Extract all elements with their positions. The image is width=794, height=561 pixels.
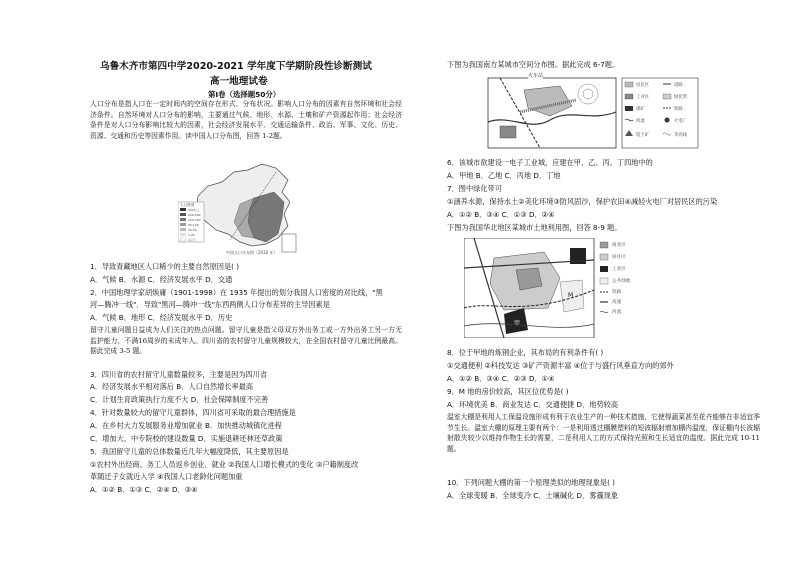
question-5-statements: ①农村外出经商、务工人员返乡创业、就业 ②我国人口增长模式的变化 ③户籍制度改: [90, 460, 359, 469]
question-7-options: A．①② B．③④ C．①③ D．②④: [447, 210, 555, 219]
question-5-options: A．①② B．①③ C．②④ D．③④: [90, 485, 198, 494]
question-5-statements-cont: 革随迁子女就近入学 ④我国人口老龄化问题加重: [90, 472, 243, 481]
legend-label: 高速: [612, 300, 622, 305]
legend-title: 人口密度: [180, 203, 195, 207]
intro-6-7: 下图为我国南方某城市空间分布图。据此完成 6-7题。: [447, 60, 620, 69]
legend-label: 铁路: [674, 107, 683, 112]
question-2-options: A．气候 B．地形 C．经济发展水平 D．历史: [90, 313, 233, 322]
legend-label: 工业区: [612, 267, 626, 272]
legend-label: 河流: [612, 310, 622, 315]
question-1-options: A．气候 B．水源 C．经济发展水平 D．交通: [90, 275, 233, 284]
legend-label: 道路: [674, 83, 683, 88]
legend-item: 200-500: [188, 213, 201, 217]
legend-label: 河流: [636, 119, 645, 124]
question-1: 1．导致青藏地区人口稀少的主要自然原因是( ): [90, 262, 240, 271]
question-3-options-ab: A．经济发展水平相对落后 B．人口自然增长率最高: [90, 382, 254, 391]
question-3: 3．四川省的农村留守儿童数量较多，主要是因为四川省: [90, 370, 268, 379]
legend-label: 居民区: [636, 83, 650, 88]
china-population-map: [178, 158, 306, 256]
legend-label: 铁路: [612, 290, 622, 295]
legend-item: 50-100: [188, 223, 199, 227]
question-2: 2．中国地理学家胡焕庸（1901-1998）在 1935 年提出的划分我国人口密度的对比线，"黑: [90, 288, 383, 297]
question-5: 5．我国留守儿童的总体数量近几年大幅度降低，其主要原因是: [90, 447, 289, 456]
legend-item: 500以上: [188, 208, 200, 212]
question-4: 4．针对数量较大的留守儿童群体，四川省可采取的最合理措施是: [90, 408, 296, 417]
question-2-cont: 河—腾冲一线"．导致"黑河—腾冲一线"东西两侧人口分布差异的主导因素是: [90, 300, 330, 309]
question-4-options-ab: A．在乡村大力发展服务业增加就业 B．加快推动城镇化进程: [90, 421, 282, 430]
question-10: 10．下列问题大棚的第一个原理类似的地理现象是( ): [447, 478, 615, 487]
label-train-station: 火车站: [528, 73, 544, 79]
map-caption: 中国人口分布图（2010 年）: [226, 250, 278, 255]
question-3-options-cd: C．计划生育政策执行力度不大 D．社会保障制度不完善: [90, 395, 269, 404]
question-8-statements: ①交通便利 ②科技发达 ③矿产资源丰富 ④位于与盛行风垂直方向的郊外: [447, 361, 674, 370]
question-7-statements: ①涵养水源，保持水土②美化环境③防风固沙，保护农田④减轻火电厂对居民区的污染: [447, 197, 718, 206]
section-heading: 第Ⅰ卷（选择题50分）: [208, 90, 281, 99]
legend-label: 公共绿地: [612, 279, 631, 284]
legend-symbols: [600, 242, 608, 313]
intro-paragraph: 人口分布是指人口在一定时间内的空间存在形式、分布状况。影响人口分布的因素有自然环境和社会经济条件。自然环境对人口分布的影响，主要通过气候、地形、水源、土壤和矿产资源起作用；社会经济条件是对人口分布影响比较大的因素，社会经济发展水平、交通运输条件、政治、军事、文化、历史、资源、交通和历史等因素作用。读中国人口分布图，回答 1-2题。: [90, 100, 402, 140]
question-6: 6．该城市欲建设一电子工业城，应建在甲、乙、丙、丁四地中的: [447, 158, 653, 167]
legend-label: 居住区: [612, 255, 626, 260]
southern-city-figure: [480, 72, 702, 150]
legend-item: 1-25: [188, 233, 195, 237]
exam-subtitle: 高一地理试卷: [210, 76, 268, 87]
question-10-options: A．全球变暖 B．全球变冷 C．土壤碱化 D．雾霾现象: [447, 491, 619, 500]
legend-item: 1以下: [188, 238, 196, 242]
legend-label: 铝土矿: [636, 133, 650, 138]
question-4-options-cd: C．增加大、中专院校的建设数量 D．实施退耕还林还草政策: [90, 434, 283, 443]
legend-item: 25-50: [188, 228, 197, 232]
legend-label: 绿化带: [674, 95, 688, 100]
question-6-options: A．甲地 B．乙地 C．丙地 D．丁地: [447, 171, 561, 180]
greenhouse-paragraph: 温室大棚是利用人工保温设施形成有利于农业生产的一种技术措施，它使得蔬菜甚至花卉能够在非适宜季节生长。温室大棚的原理主要有两个：一是利用透过棚膜塑料的短波辐射增加棚内温度，保证棚内长波辐射散失较少以维持作物生长的需要，二是利用人工的方式保持光照和生长适宜的温度。据此完成 10-11题。: [447, 413, 760, 453]
legend-item: 100-200: [188, 218, 201, 222]
china-map-figure: [178, 158, 306, 256]
question-9-options: A．环境优美 B．商业发达 C．交通便捷 D．地势较高: [447, 400, 619, 409]
question-7: 7．图中绿化带可: [447, 184, 502, 193]
intro-8-9: 下图为我国华北地区某城市土地利用图，回答 8-9 题。: [447, 223, 622, 232]
left-behind-paragraph: 留守儿童问题日益成为人们关注的热点问题。留守儿童是指父母双方外出务工或一方外出务工另一方无监护能力，不满16周岁的未成年人。四川省的农村留守儿童规模较大，在全国农村留守儿童比例最高。据此完成 3-5 题。: [90, 326, 402, 356]
south-sea-inset: [282, 234, 296, 252]
legend-label: 等高线: [674, 133, 688, 138]
legend-label: 工业区: [636, 95, 650, 100]
label-jia: 甲: [514, 320, 521, 327]
legend-label: 煤矿: [636, 107, 645, 112]
question-8-options: A．①② B．③④ C．②③ D．①④: [447, 374, 555, 383]
question-8: 8．位于甲地的炼钢企业，其布局的有利条件有( ): [447, 348, 604, 357]
southern-city-map: [480, 72, 702, 150]
exam-title: 乌鲁木齐市第四中学2020-2021 学年度下学期阶段性诊断测试: [100, 61, 372, 72]
question-9: 9．M 地的房价较高，其区位优势是( ): [447, 387, 569, 396]
legend-label: 商业区: [612, 243, 626, 248]
north-china-land-use-map: [464, 238, 642, 338]
legend-label: 火电厂: [674, 119, 688, 124]
label-m: M: [568, 292, 574, 299]
industrial-zone: [500, 126, 516, 138]
land-use-figure: [464, 238, 642, 338]
commercial-core: [516, 268, 542, 290]
